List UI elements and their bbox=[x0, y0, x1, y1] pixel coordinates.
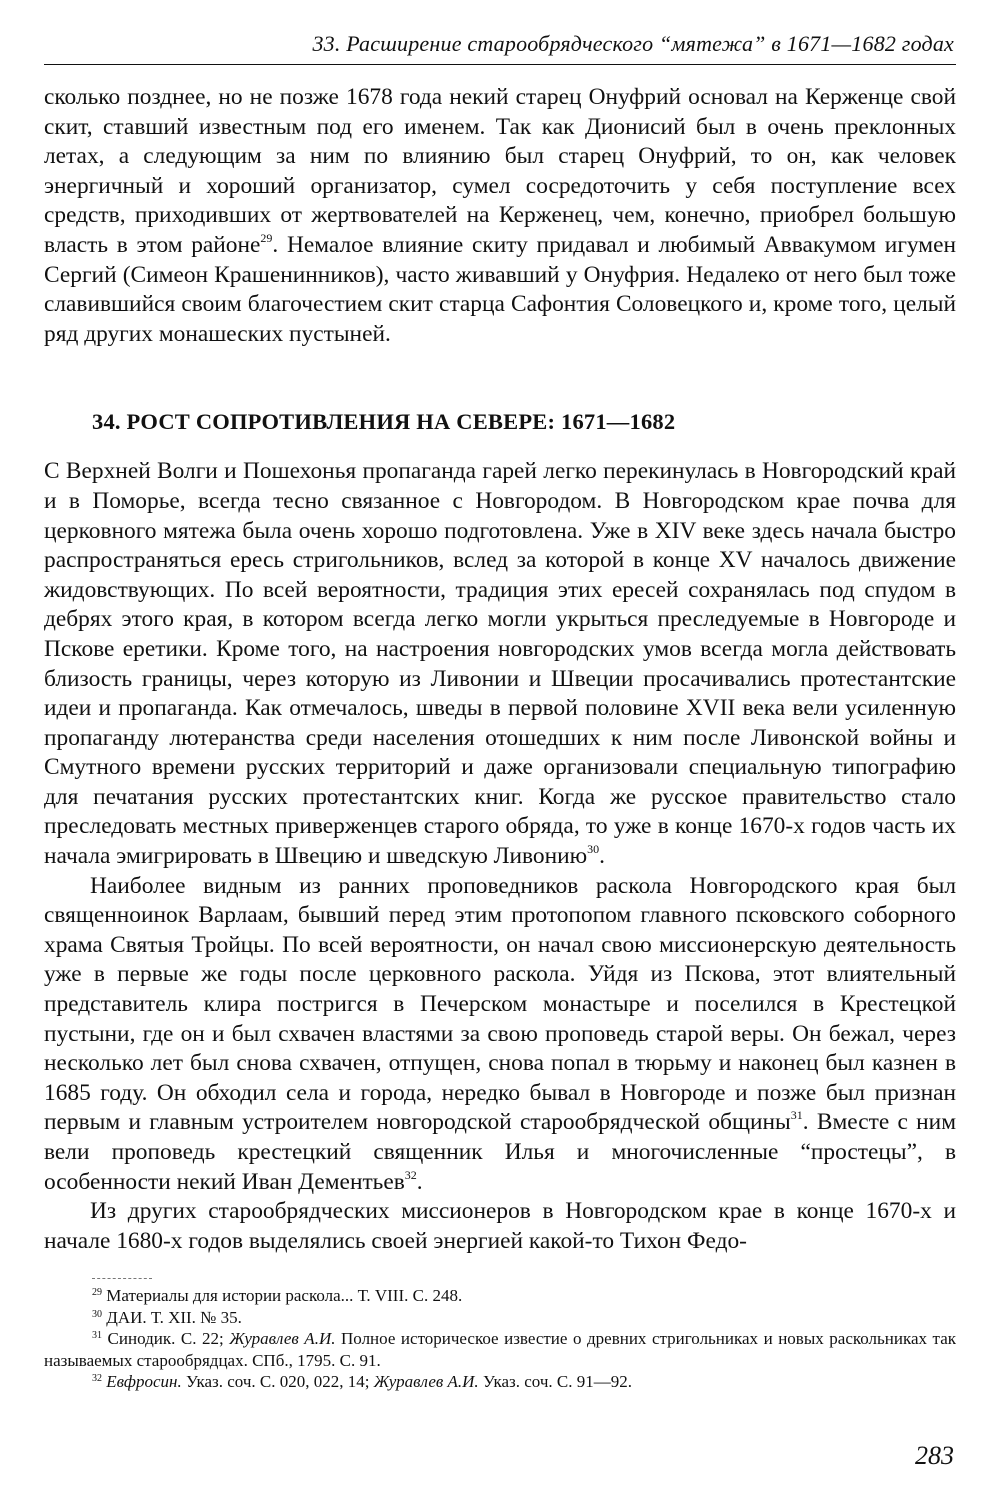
paragraph-text: . Вместе с ним вели проповедь крестецкий священник Илья и многочисленные “простецы”, в особенности некий Иван Дементьев bbox=[44, 1109, 956, 1195]
footnote-author: Журавлев А.И. bbox=[229, 1329, 336, 1349]
footnote-text: Указ. соч. С. 91—92. bbox=[478, 1372, 632, 1392]
footnote-number: 29 bbox=[92, 1287, 102, 1299]
header-rule bbox=[44, 64, 956, 65]
footnote-text: Указ. соч. С. 020, 022, 14; bbox=[181, 1372, 374, 1392]
paragraph-text: С Верхней Волги и Пошехонья пропаганда гарей легко перекинулась в Новгородский край и в Поморье, всегда тесно связанное с Новгородом. В Новгородском крае почва для церковного мятежа была очень хорошо подготовлена. Уже в XIV веке здесь начала быстро распространяться ересь стригольников, вслед за которой в конце XV началось движение жидовствующих. По всей вероятности, традиция этих ересей сохранялась под спудом в дебрях этого края, в котором всегда легко могли укрыться преследуемые в Новгороде и Пскове еретики. Кроме того, на настроения новгородских умов всегда могла действовать близость границы, через которую из Ливонии и Швеции просачивались протестантские идеи и пропаганда. Как отмечалось, шведы в первой половине XVII века вели усиленную пропаганду лютеранства среди населения отошедших к ним после Ливонской войны и Смутного времени русских территорий и даже организовали специальную типографию для печатания русских протестантских книг. Когда же русское правительство стало преследовать местных приверженцев старого обряда, то уже в конце 1670-х годов часть их начала эмигрировать в Швецию и шведскую Ливонию bbox=[44, 458, 956, 870]
paragraph-text: . bbox=[599, 843, 605, 870]
footnote-number: 32 bbox=[92, 1373, 102, 1385]
footnote-number: 30 bbox=[92, 1308, 102, 1320]
footnotes bbox=[44, 1285, 956, 1393]
footnote-text: ДАИ. Т. XII. № 35. bbox=[106, 1307, 242, 1327]
footnote-ref-29: 29 bbox=[260, 230, 273, 245]
footnote-author: Евфросин. bbox=[106, 1372, 182, 1392]
footnote-text: Материалы для истории раскола... Т. VIII. С. 248. bbox=[106, 1286, 463, 1306]
paragraph-text: . Немалое влияние скиту придавал и любимый Аввакумом игумен Сергий (Симеон Крашенинников), часто живавший у Онуфрия. Недалеко от него был тоже славившийся своим благочестием скит старца Сафонтия Соловецкого и, кроме того, целый ряд других монашеских пустыней. bbox=[44, 231, 957, 347]
paragraph bbox=[44, 457, 956, 871]
footnote-author: Журавлев А.И. bbox=[373, 1372, 479, 1392]
footnote-ref-30: 30 bbox=[587, 842, 600, 857]
paragraph-text: . bbox=[416, 1168, 423, 1195]
paragraph bbox=[44, 872, 956, 1198]
paragraph-text: Наиболее видным из ранних проповедников раскола Новгородского края был священноинок Варлаам, бывший перед этим протопопом главного псковского соборного храма Святыя Тройцы. По всей вероятности, он начал свою миссионерскую деятельность уже в первые же годы после церковного раскола. Уйдя из Пскова, этот влиятельный представитель клира постригся в Печерском монастыре и поселился в Крестецкой пустыни, где он и был схвачен властями за свою проповедь старой веры. Он бежал, через несколько лет был снова схвачен, отпущен, снова попал в тюрьму и наконец был казнен в 1685 году. Он обходил села и города, нередко бывал в Новгороде и позже был признан первым и главным устроителем новгородской старообрядческой общины bbox=[44, 872, 956, 1136]
footnote-number: 31 bbox=[92, 1330, 102, 1342]
footnote-30 bbox=[44, 1307, 956, 1329]
paragraph-continued bbox=[44, 83, 956, 349]
footnote-32 bbox=[44, 1371, 956, 1393]
book-page bbox=[44, 30, 956, 1480]
footnote-29 bbox=[44, 1285, 956, 1307]
page-number: 283 bbox=[915, 1441, 954, 1470]
section-title: 34. РОСТ СОПРОТИВЛЕНИЯ НА СЕВЕРЕ: 1671—1682 bbox=[92, 409, 676, 435]
footnote-text: Полное историческое известие о древних стригольниках и новых раскольниках так называемых старообрядцах. СПб., 1795. С. 91. bbox=[44, 1329, 956, 1370]
paragraph-text: сколько позднее, но не позже 1678 года некий старец Онуфрий основал на Керженце свой скит, ставший известным под его именем. Так как Дионисий был в очень преклонных летах, а следующим за ним по влиянию был старец Онуфрий, то он, как человек энергичный и хороший организатор, сумел сосредоточить у себя поступление всех средств, приходивших от жертвователей на Керженец, чем, конечно, приобрел большую власть в этом районе bbox=[44, 84, 956, 258]
running-head: 33. Расширение старообрядческого “мятежа” в 1671—1682 годах bbox=[312, 31, 954, 56]
paragraph: Из других старообрядческих миссионеров в Новгородском крае в конце 1670-х и начале 1680-х годов выделялись своей энергией какой-то Тихон Федо- bbox=[44, 1198, 956, 1254]
footnote-ref-32: 32 bbox=[404, 1167, 417, 1182]
footnote-31 bbox=[44, 1328, 956, 1371]
footnote-ref-31: 31 bbox=[790, 1108, 803, 1123]
footnote-text: Синодик. С. 22; bbox=[107, 1329, 230, 1349]
footnote-separator bbox=[92, 1278, 152, 1279]
